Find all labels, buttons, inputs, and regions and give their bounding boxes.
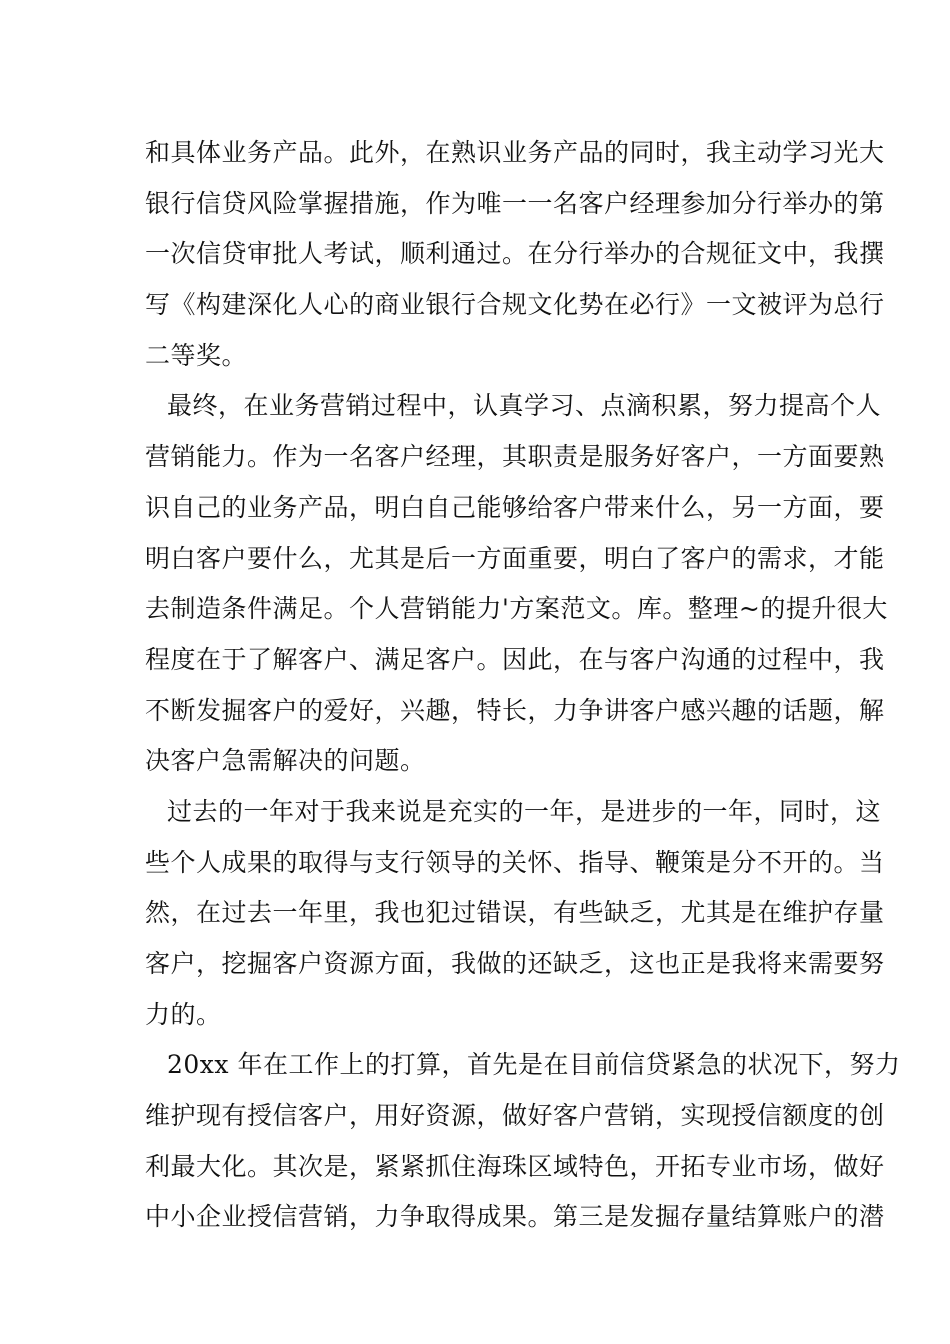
- text-line: 银行信贷风险掌握措施，作为唯一一名客户经理参加分行举办的第: [145, 188, 885, 218]
- text-line: 最终，在业务营销过程中，认真学习、点滴积累，努力提高个人: [167, 391, 882, 421]
- paragraph-3: [145, 787, 885, 1040]
- text-line: 力的。: [145, 999, 222, 1029]
- text-line: 20xx 年在工作上的打算，首先是在目前信贷紧急的状况下，努力: [167, 1050, 901, 1080]
- text-line: 去制造条件满足。个人营销能力'方案范文。库。整理~的提升很大: [145, 594, 888, 624]
- text-line: 利最大化。其次是，紧紧抓住海珠区域特色，开拓专业市场，做好: [145, 1151, 885, 1181]
- text-line: 不断发掘客户的爱好，兴趣，特长，力争讲客户感兴趣的话题，解: [145, 695, 885, 725]
- paragraph-2: [145, 381, 888, 787]
- paragraph-4: [145, 1040, 901, 1243]
- text-line: 二等奖。: [145, 340, 248, 370]
- text-line: 决客户急需解决的问题。: [145, 746, 426, 776]
- text-line: 写《构建深化人心的商业银行合规文化势在必行》一文被评为总行: [145, 290, 885, 320]
- text-line: 和具体业务产品。此外，在熟识业务产品的同时，我主动学习光大: [145, 138, 885, 167]
- text-line: 客户，挖掘客户资源方面，我做的还缺乏，这也正是我将来需要努: [145, 949, 885, 978]
- body-text: [145, 128, 901, 1243]
- text-line: 过去的一年对于我来说是充实的一年，是进步的一年，同时，这: [167, 796, 882, 826]
- text-line: 识自己的业务产品，明白自己能够给客户带来什么，另一方面，要: [145, 492, 885, 522]
- text-line: 维护现有授信客户，用好资源，做好客户营销，实现授信额度的创: [145, 1101, 885, 1131]
- paragraph-1: [145, 128, 885, 381]
- text-line: 中小企业授信营销，力争取得成果。第三是发掘存量结算账户的潜: [145, 1202, 885, 1232]
- text-line: 营销能力。作为一名客户经理，其职责是服务好客户，一方面要熟: [145, 442, 885, 472]
- text-line: 明白客户要什么，尤其是后一方面重要，明白了客户的需求，才能: [145, 543, 885, 573]
- text-line: 程度在于了解客户、满足客户。因此，在与客户沟通的过程中，我: [145, 644, 885, 674]
- text-line: 然，在过去一年里，我也犯过错误，有些缺乏，尤其是在维护存量: [145, 898, 885, 928]
- text-line: 一次信贷审批人考试，顺利通过。在分行举办的合规征文中，我撰: [145, 239, 885, 269]
- text-line: 些个人成果的取得与支行领导的关怀、指导、鞭策是分不开的。当: [145, 847, 885, 877]
